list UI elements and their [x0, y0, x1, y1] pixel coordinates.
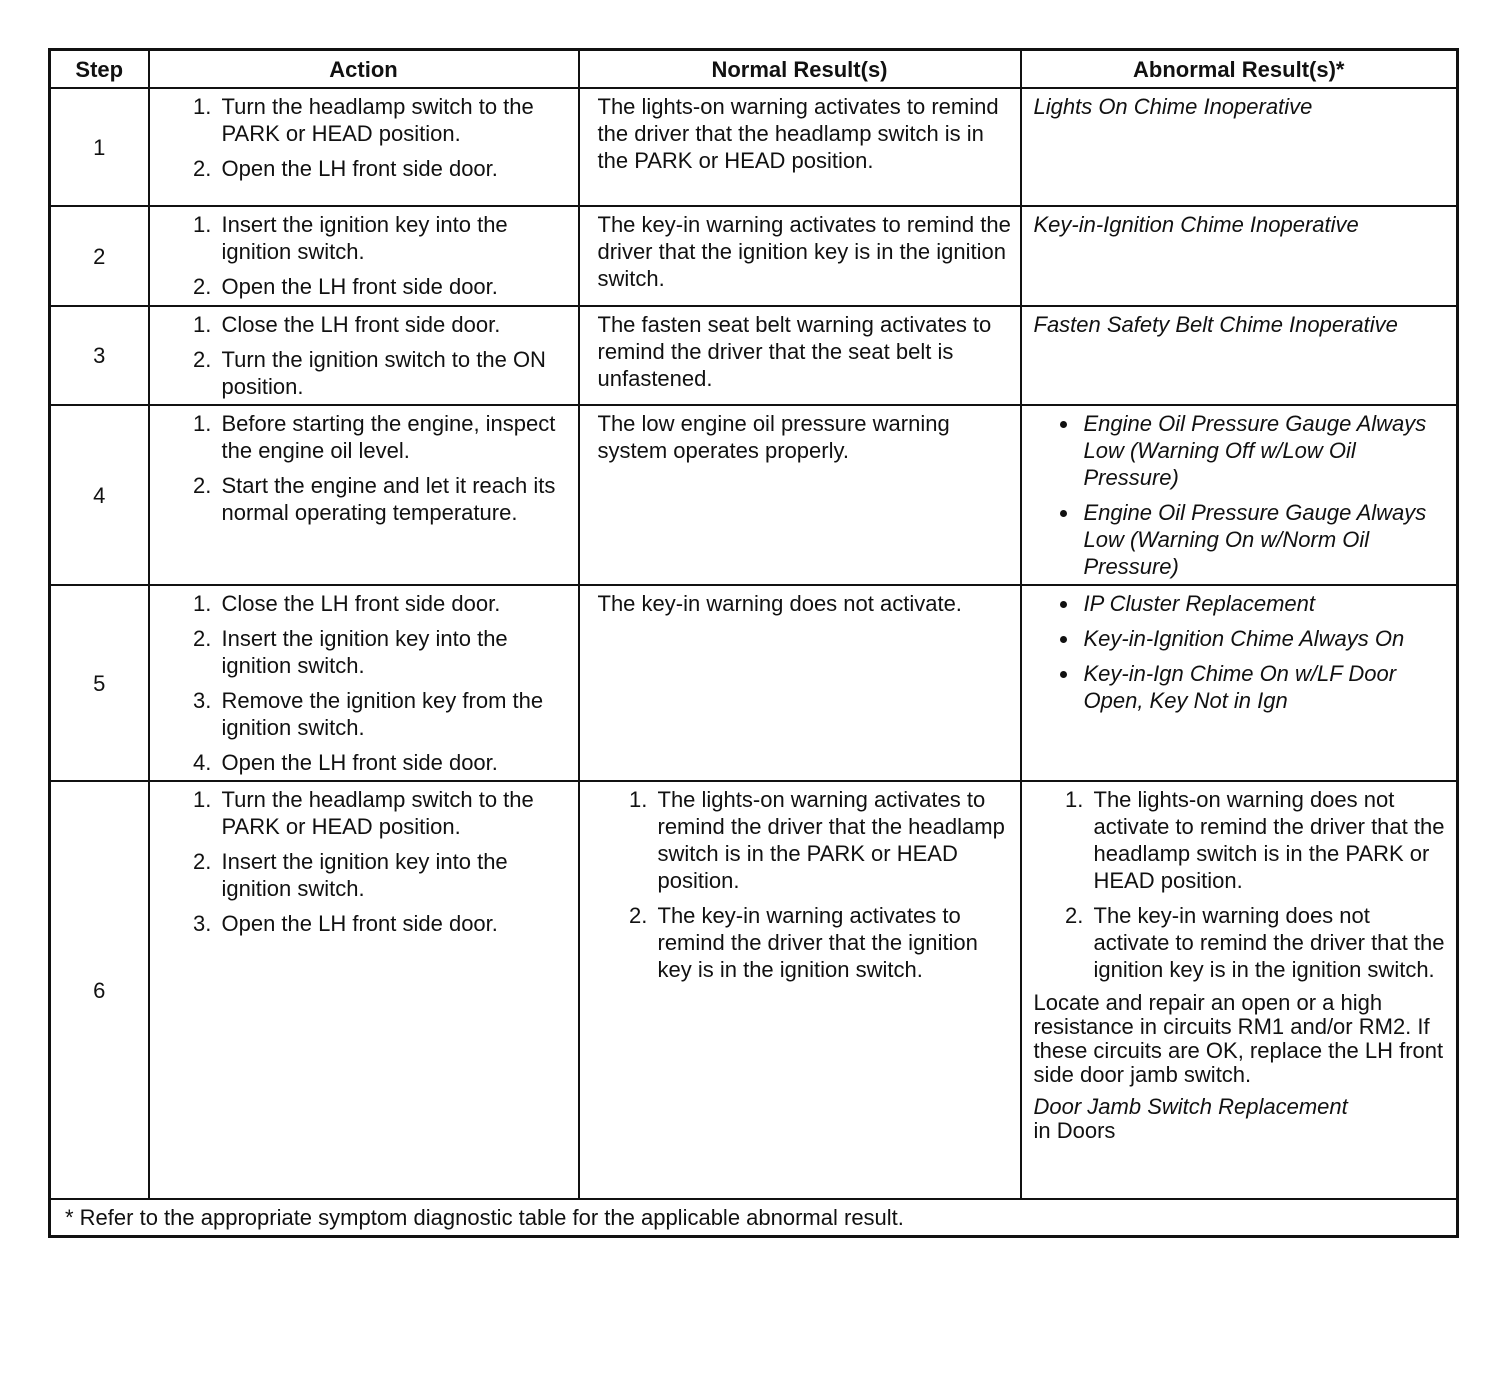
abnormal-result-link: • Engine Oil Pressure Gauge Always Low (Warning Off w/Low Oil Pressure) — [1080, 410, 1449, 491]
action-item: 2. Insert the ignition key into the ignition switch. — [218, 625, 570, 679]
header-step: Step — [50, 50, 149, 89]
action-item: 3. Remove the ignition key from the ignition switch. — [218, 687, 570, 741]
action-item: 2. Start the engine and let it reach its normal operating temperature. — [218, 472, 570, 526]
abnormal-result-item: 1. The lights-on warning does not activate to remind the driver that the headlamp switch is in the PARK or HEAD position. — [1090, 786, 1449, 894]
action-item: 2. Insert the ignition key into the ignition switch. — [218, 848, 570, 902]
action-item: 1. Before starting the engine, inspect the engine oil level. — [218, 410, 570, 464]
table-row — [50, 88, 1458, 206]
action-item: 1. Close the LH front side door. — [218, 590, 570, 617]
action-cell — [149, 585, 579, 781]
action-cell — [149, 306, 579, 405]
header-abnormal-results: Abnormal Result(s)* — [1021, 50, 1458, 89]
action-item: 3. Open the LH front side door. — [218, 910, 570, 937]
header-normal-results: Normal Result(s) — [579, 50, 1021, 89]
action-cell — [149, 781, 579, 1199]
step-number: 4 — [50, 405, 149, 585]
step-number: 1 — [50, 88, 149, 206]
footnote: * Refer to the appropriate symptom diagnostic table for the applicable abnormal result. — [50, 1199, 1458, 1237]
abnormal-result-link: Lights On Chime Inoperative — [1021, 88, 1458, 206]
action-list — [176, 211, 570, 300]
normal-result-list — [598, 786, 1012, 983]
normal-result-item: 1. The lights-on warning activates to remind the driver that the headlamp switch is in the PARK or HEAD position. — [654, 786, 1012, 894]
table-row — [50, 781, 1458, 1199]
action-list — [176, 590, 570, 776]
action-list — [176, 786, 570, 937]
action-cell — [149, 88, 579, 206]
action-list — [176, 93, 570, 182]
normal-result: The key-in warning does not activate. — [579, 585, 1021, 781]
action-list — [176, 410, 570, 526]
abnormal-result-link: • Key-in-Ign Chime On w/LF Door Open, Key Not in Ign — [1080, 660, 1449, 714]
step-number: 3 — [50, 306, 149, 405]
action-item: 1. Close the LH front side door. — [218, 311, 570, 338]
header-row — [50, 50, 1458, 89]
footnote-row — [50, 1199, 1458, 1237]
step-number: 5 — [50, 585, 149, 781]
action-item: 2. Open the LH front side door. — [218, 273, 570, 300]
normal-result: The lights-on warning activates to remind the driver that the headlamp switch is in the PARK or HEAD position. — [579, 88, 1021, 206]
action-item: 1. Insert the ignition key into the ignition switch. — [218, 211, 570, 265]
action-item: 2. Turn the ignition switch to the ON position. — [218, 346, 570, 400]
step-number: 2 — [50, 206, 149, 306]
repair-reference-link: Door Jamb Switch Replacement — [1033, 1094, 1348, 1119]
table-row — [50, 405, 1458, 585]
abnormal-result-list — [1034, 786, 1449, 983]
table-row — [50, 306, 1458, 405]
action-list — [176, 311, 570, 400]
abnormal-result-link: Key-in-Ignition Chime Inoperative — [1021, 206, 1458, 306]
abnormal-result-link: • Key-in-Ignition Chime Always On — [1080, 625, 1449, 652]
normal-result: The low engine oil pressure warning system operates properly. — [579, 405, 1021, 585]
action-item: 1. Turn the headlamp switch to the PARK or HEAD position. — [218, 786, 570, 840]
abnormal-result-link: Fasten Safety Belt Chime Inoperative — [1021, 306, 1458, 405]
action-item: 2. Open the LH front side door. — [218, 155, 570, 182]
abnormal-result-link: • IP Cluster Replacement — [1080, 590, 1449, 617]
abnormal-result-cell — [1021, 405, 1458, 585]
abnormal-bullet-list — [1034, 590, 1449, 714]
normal-result-cell — [579, 781, 1021, 1199]
action-cell — [149, 405, 579, 585]
abnormal-result-item: 2. The key-in warning does not activate to remind the driver that the ignition key is in the ignition switch. — [1090, 902, 1449, 983]
action-cell — [149, 206, 579, 306]
table-row — [50, 585, 1458, 781]
header-action: Action — [149, 50, 579, 89]
normal-result: The key-in warning activates to remind the driver that the ignition key is in the ignition switch. — [579, 206, 1021, 306]
repair-instruction: Locate and repair an open or a high resistance in circuits RM1 and/or RM2. If these circuits are OK, replace the LH front side door jamb switch. — [1033, 990, 1444, 1087]
repair-reference-location: in Doors — [1033, 1118, 1116, 1143]
action-item: 1. Turn the headlamp switch to the PARK or HEAD position. — [218, 93, 570, 147]
table-row — [50, 206, 1458, 306]
action-item: 4. Open the LH front side door. — [218, 749, 570, 776]
normal-result: The fasten seat belt warning activates to remind the driver that the seat belt is unfastened. — [579, 306, 1021, 405]
normal-result-item: 2. The key-in warning activates to remind the driver that the ignition key is in the ignition switch. — [654, 902, 1012, 983]
abnormal-result-link: • Engine Oil Pressure Gauge Always Low (Warning On w/Norm Oil Pressure) — [1080, 499, 1449, 580]
diagnostic-table — [48, 48, 1459, 1238]
abnormal-result-cell — [1021, 781, 1458, 1199]
abnormal-bullet-list — [1034, 410, 1449, 580]
repair-reference — [1034, 1095, 1449, 1143]
abnormal-result-cell — [1021, 585, 1458, 781]
step-number: 6 — [50, 781, 149, 1199]
